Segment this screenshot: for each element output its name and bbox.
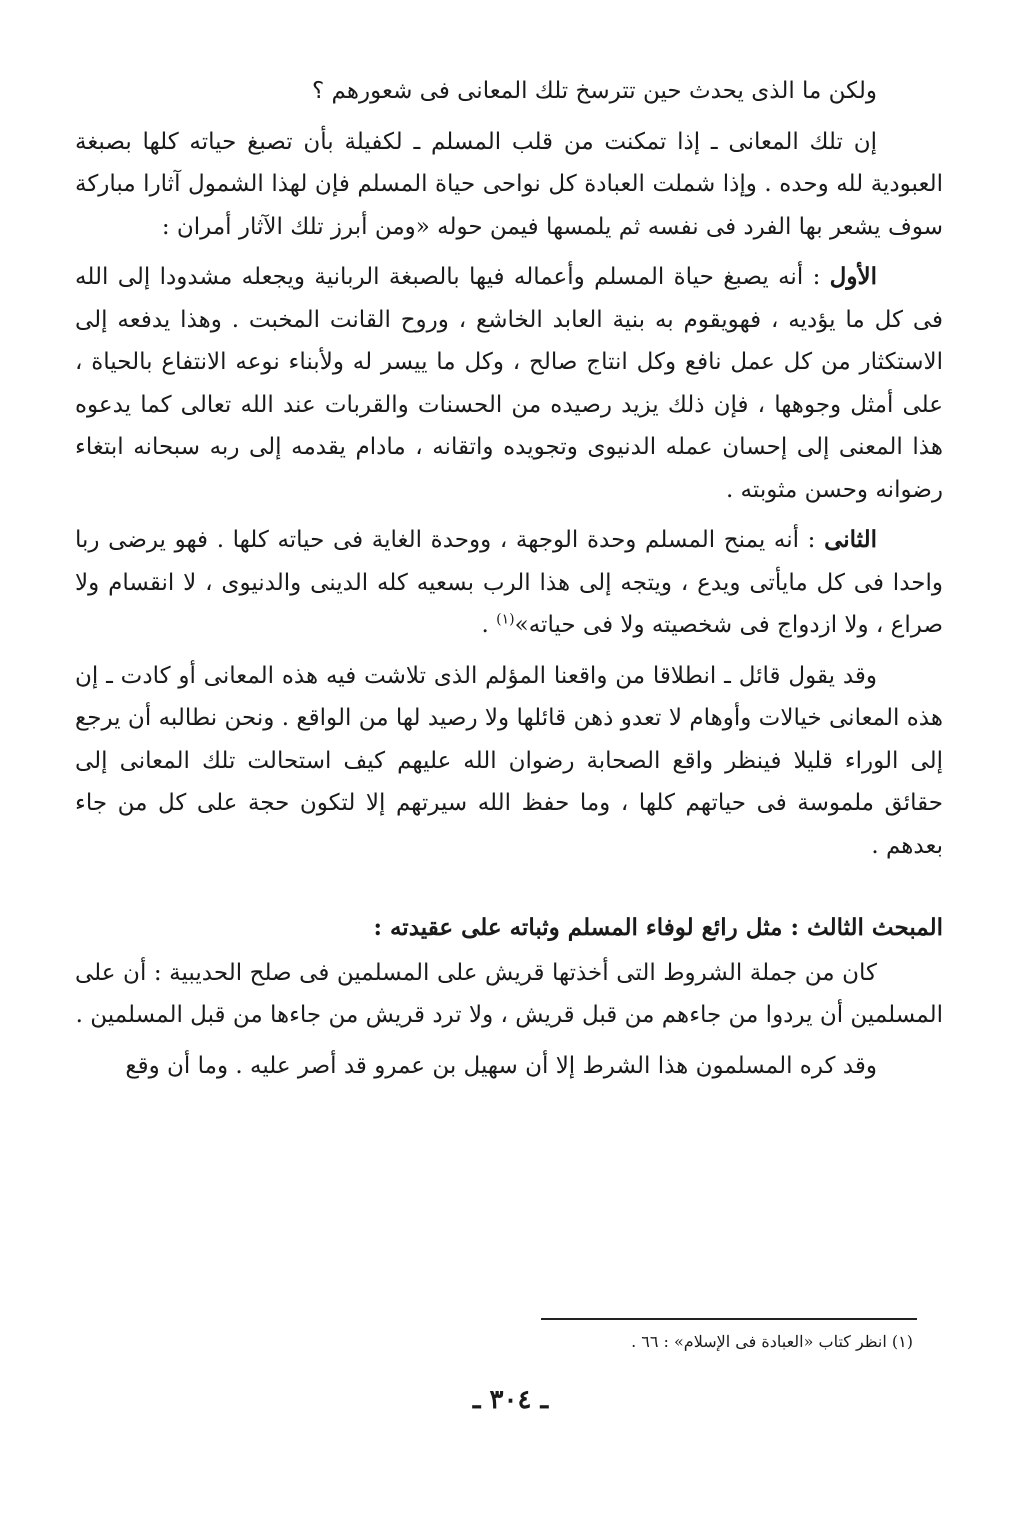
first-effect-text: : أنه يصبغ حياة المسلم وأعماله فيها بالصبغة الربانية ويجعله مشدودا إلى الله فى كل ما يؤديه ، فهويقوم به بنية العابد الخاشع ، وروح القانت المخبت . وهذا يدفعه إلى الاستكثار من كل عمل نافع وكل انتاج صالح ، وكل ما ييسر له ولأبناء نوعه الانتفاع بالحياة ، على أمثل وجوهها ، فإن ذلك يزيد رصيده من الحسنات والقربات عند الله تعالى كما يدعوه هذا المعنى إلى إحسان عمله الدنيوى وتجويده واتقانه ، مادام يقدمه إلى ربه سبحانه ابتغاء رضوانه وحسن مثوبته . — [75, 264, 943, 503]
page-body — [75, 70, 943, 1095]
paragraph-5: وقد يقول قائل ـ انطلاقا من واقعنا المؤلم الذى تلاشت فيه هذه المعانى أو كادت ـ إن هذه المعانى خيالات وأوهام لا تعدو ذهن قائلها ولا رصيد لها من الواقع . ونحن نطالبه أن يرجع إلى الوراء قليلا فينظر واقع الصحابة رضوان الله عليهم كيف استحالت تلك المعانى إلى حقائق ملموسة فى حياتهم كلها ، وما حفظ الله سيرتهم إلا لتكون حجة على كل من جاء بعدهم . — [75, 662, 943, 859]
footnote-divider — [541, 1318, 917, 1320]
paragraph-6: كان من جملة الشروط التى أخذتها قريش على المسلمين فى صلح الحديبية : أن على المسلمين أن يردوا من جاءهم من قبل قريش ، ولا ترد قريش من جاءها من قبل المسلمين . — [75, 959, 943, 1028]
paragraph-second-effect — [75, 519, 943, 647]
second-effect-label: الثانى — [824, 526, 877, 553]
footnote: (١) انظر كتاب «العبادة فى الإسلام» : ٦٦ . — [631, 1332, 913, 1351]
footnote-ref: (١) — [496, 611, 515, 628]
second-effect-end: . — [481, 612, 497, 638]
section-heading-title: : مثل رائع لوفاء المسلم وثباته على عقيدته : — [373, 914, 807, 941]
section-heading-label: المبحث الثالث — [806, 914, 943, 941]
section-heading — [75, 907, 943, 950]
paragraph-2: إن تلك المعانى ـ إذا تمكنت من قلب المسلم ـ لكفيلة بأن تصبغ حياته كلها بصبغة العبودية لله وحده . وإذا شملت العبادة كل نواحى حياة المسلم فإن لهذا الشمول آثارا مباركة سوف يشعر بها الفرد فى نفسه ثم يلمسها فيمن حوله «ومن أبرز تلك الآثار أمران : — [75, 128, 943, 240]
page-number: ـ ٣٠٤ ـ — [472, 1385, 549, 1415]
paragraph-1: ولكن ما الذى يحدث حين تترسخ تلك المعانى فى شعورهم ؟ — [312, 78, 877, 104]
paragraph-7: وقد كره المسلمون هذا الشرط إلا أن سهيل بن عمرو قد أصر عليه . وما أن وقع — [125, 1052, 877, 1079]
paragraph-first-effect — [75, 256, 943, 511]
second-effect-text: : أنه يمنح المسلم وحدة الوجهة ، ووحدة الغاية فى حياته كلها . فهو يرضى ربا واحدا فى كل مايأتى ويدع ، ويتجه إلى هذا الرب بسعيه كله الدينى والدنيوى ، لا انقسام ولا صراع ، ولا ازدواج فى شخصيته ولا فى حياته» — [75, 527, 943, 638]
first-effect-label: الأول — [829, 263, 877, 290]
